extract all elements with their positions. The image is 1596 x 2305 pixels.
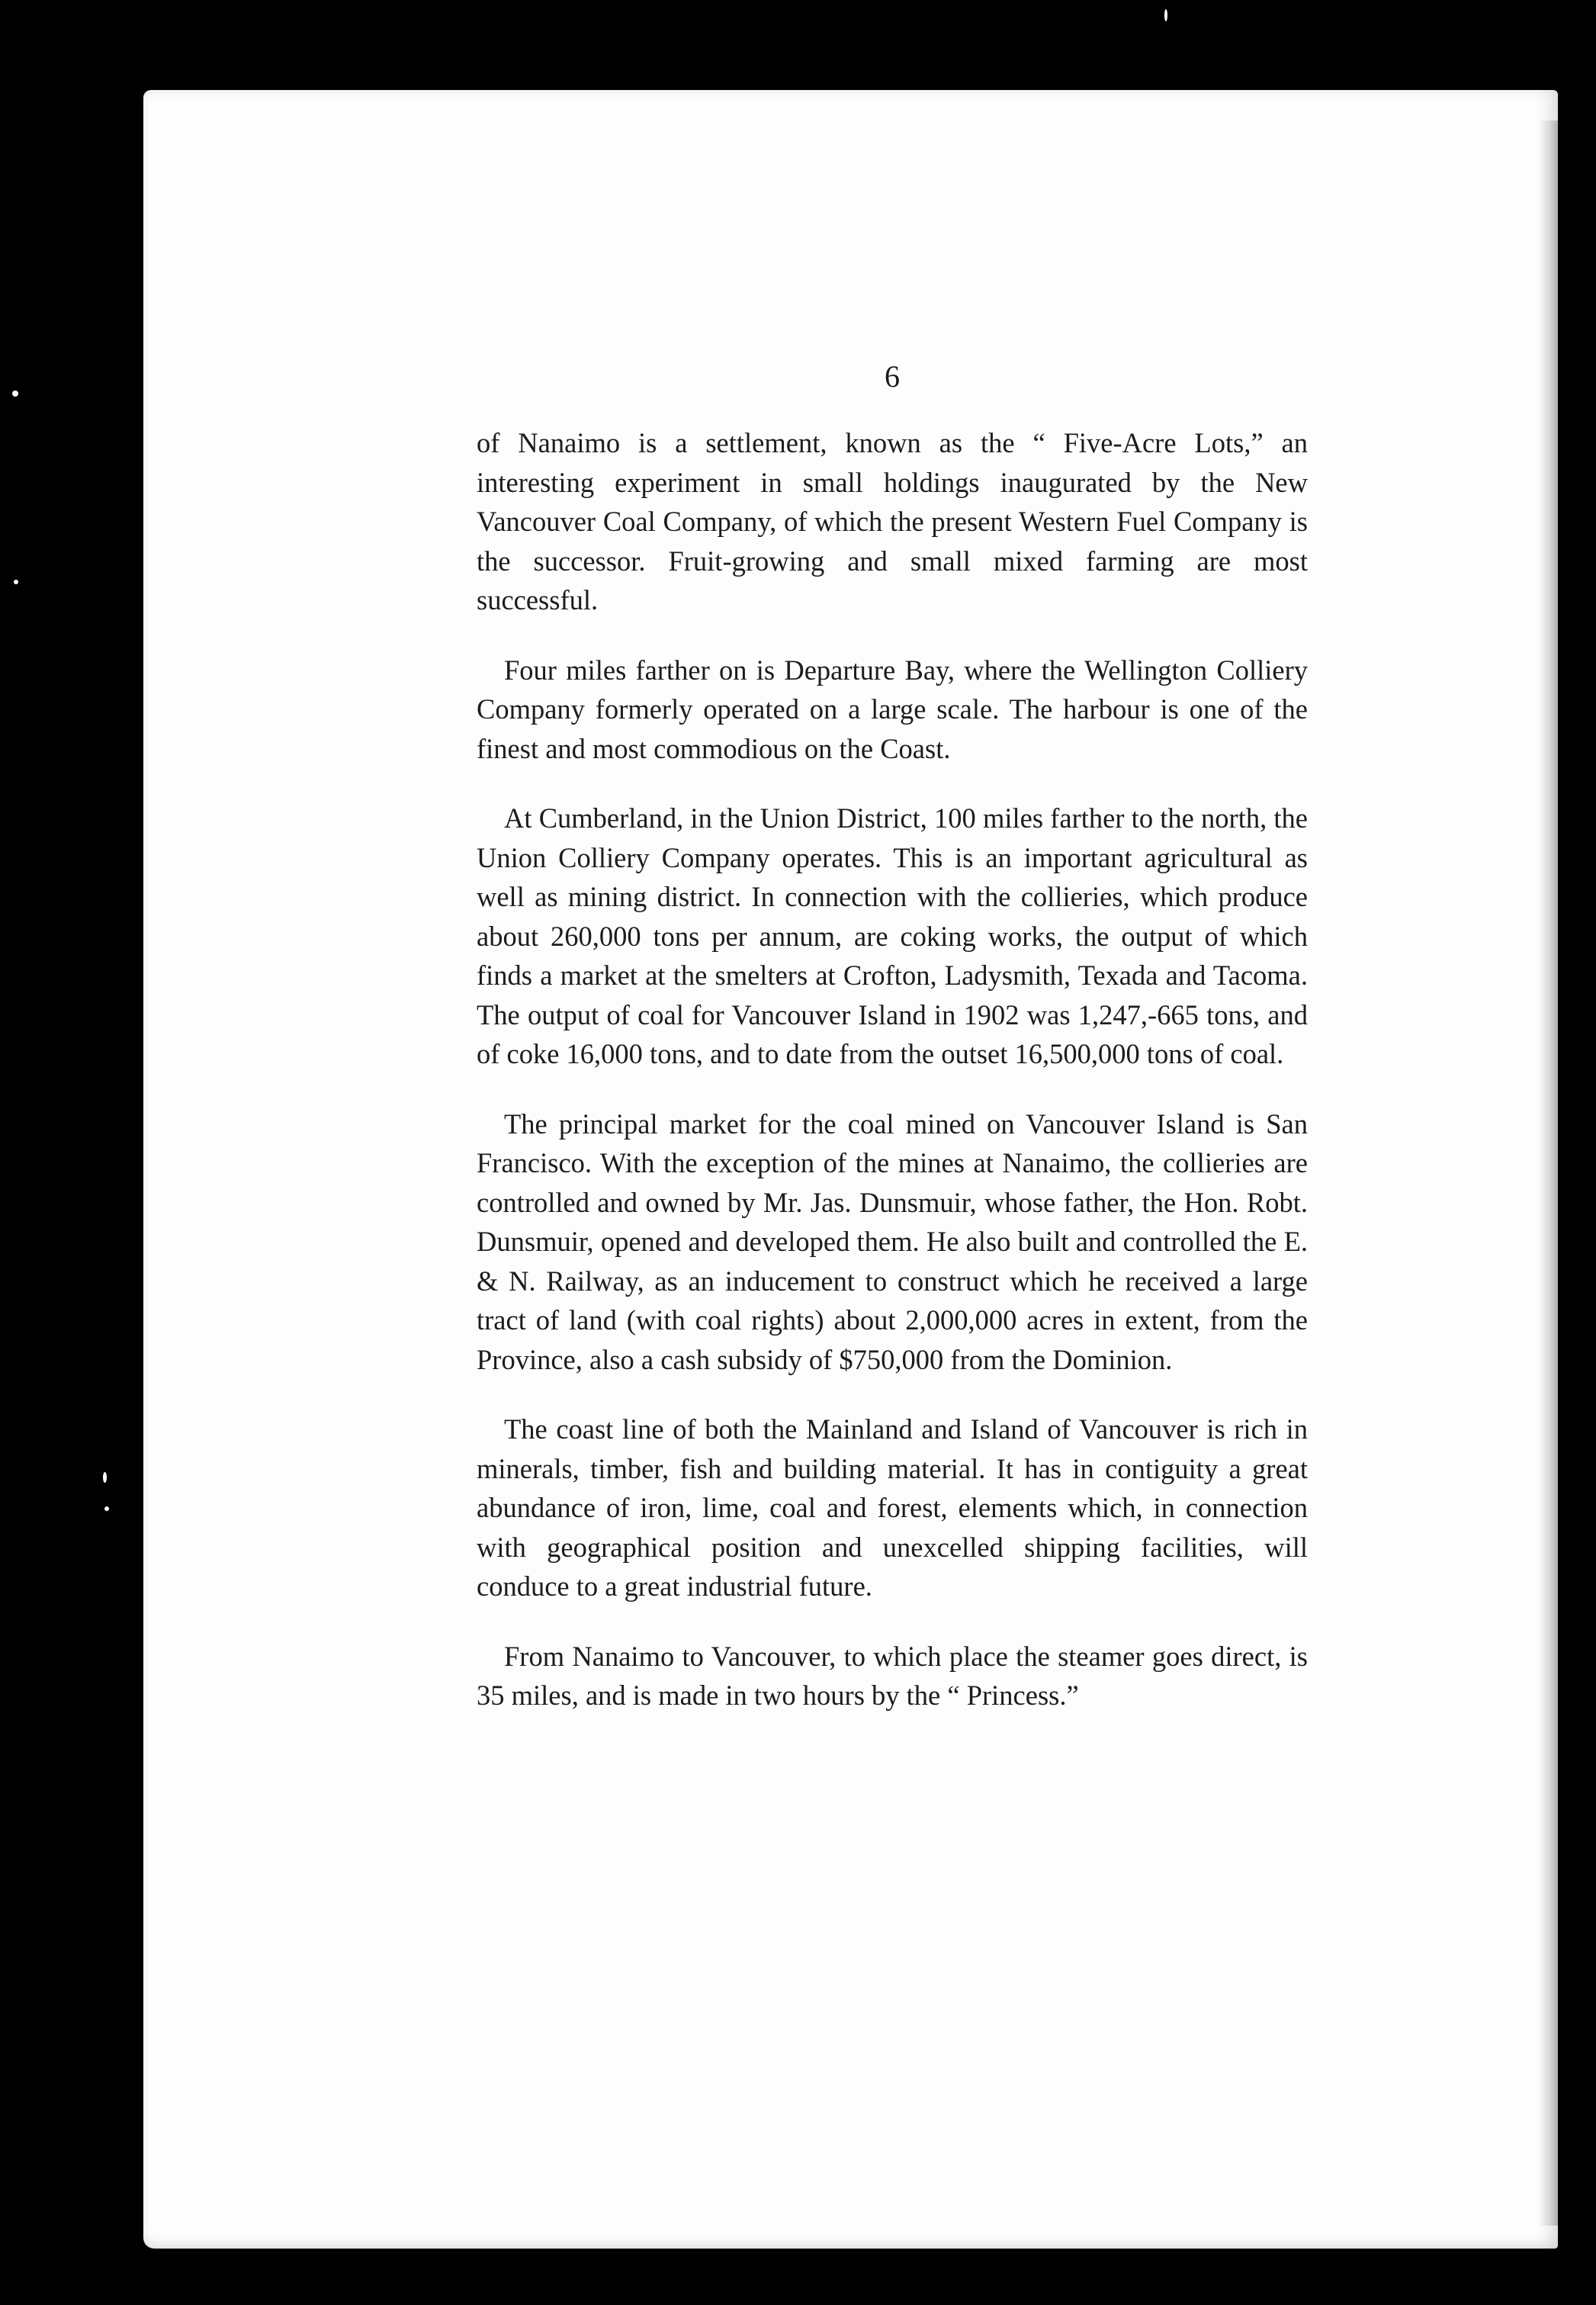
paragraph-five-acre-lots: of Nanaimo is a settlement, known as the “ Five-Acre Lots,” an interesting experiment in small holdings inaugurated by the New Vancouver Coal Company, of which the present Western Fuel Company is the successor. Fruit-growing and small mixed farming are most successful. [477, 427, 1308, 616]
paragraph-coal-market: The principal market for the coal mined on Vancouver Island is San Francisco. With the exception of the mines at Nanaimo, the collieries are controlled and owned by Mr. Jas. Dunsmuir, whose father, the Hon. Robt. Dunsmuir, opened and developed them. He also built and controlled the E. & N. Railway, as an inducement to construct which he received a large tract of land (with coal rights) about 2,000,000 acres in extent, from the Province, also a cash subsidy of $750,000 from the Dominion. [477, 1107, 1308, 1375]
paragraph-cumberland: At Cumberland, in the Union District, 100 miles farther to the north, the Union Colliery Company operates. This is an important agricultural as well as mining district. In connection with the collieries, which produce about 260,000 tons per annum, are coking works, the output of which finds a market at the smelters at Crofton, Ladysmith, Texada and Tacoma. The output of coal for Vancouver Island in 1902 was 1,247,-665 tons, and of coke 16,000 tons, and to date from the outset 16,500,000 tons of coal. [477, 802, 1308, 1069]
scan-speck [103, 1472, 107, 1483]
scan-speck [12, 391, 18, 397]
page-edge-shadow [1538, 121, 1558, 2226]
paragraph-departure-bay: Four miles farther on is Departure Bay, where the Wellington Colliery Company formerly operated on a large scale. The harbour is one of the finest and most commodious on the Coast. [477, 654, 1308, 764]
page-number: 6 [885, 359, 900, 394]
scan-speck [104, 1506, 109, 1511]
scan-speck [1164, 9, 1167, 21]
paragraph-coast-line: The coast line of both the Mainland and Island of Vancouver is rich in minerals, timber, fish and building material. It has in contiguity a great abundance of iron, lime, coal and forest, elements which, in connection with geographical position and unexcelled shipping facilities, will conduce to a great industrial future. [477, 1413, 1308, 1602]
paragraph-nanaimo-to-vancouver: From Nanaimo to Vancouver, to which place the steamer goes direct, is 35 miles, and is made in two hours by the “ Princess.” [477, 1640, 1308, 1711]
body-text [477, 423, 1308, 1746]
scan-speck [14, 580, 18, 584]
